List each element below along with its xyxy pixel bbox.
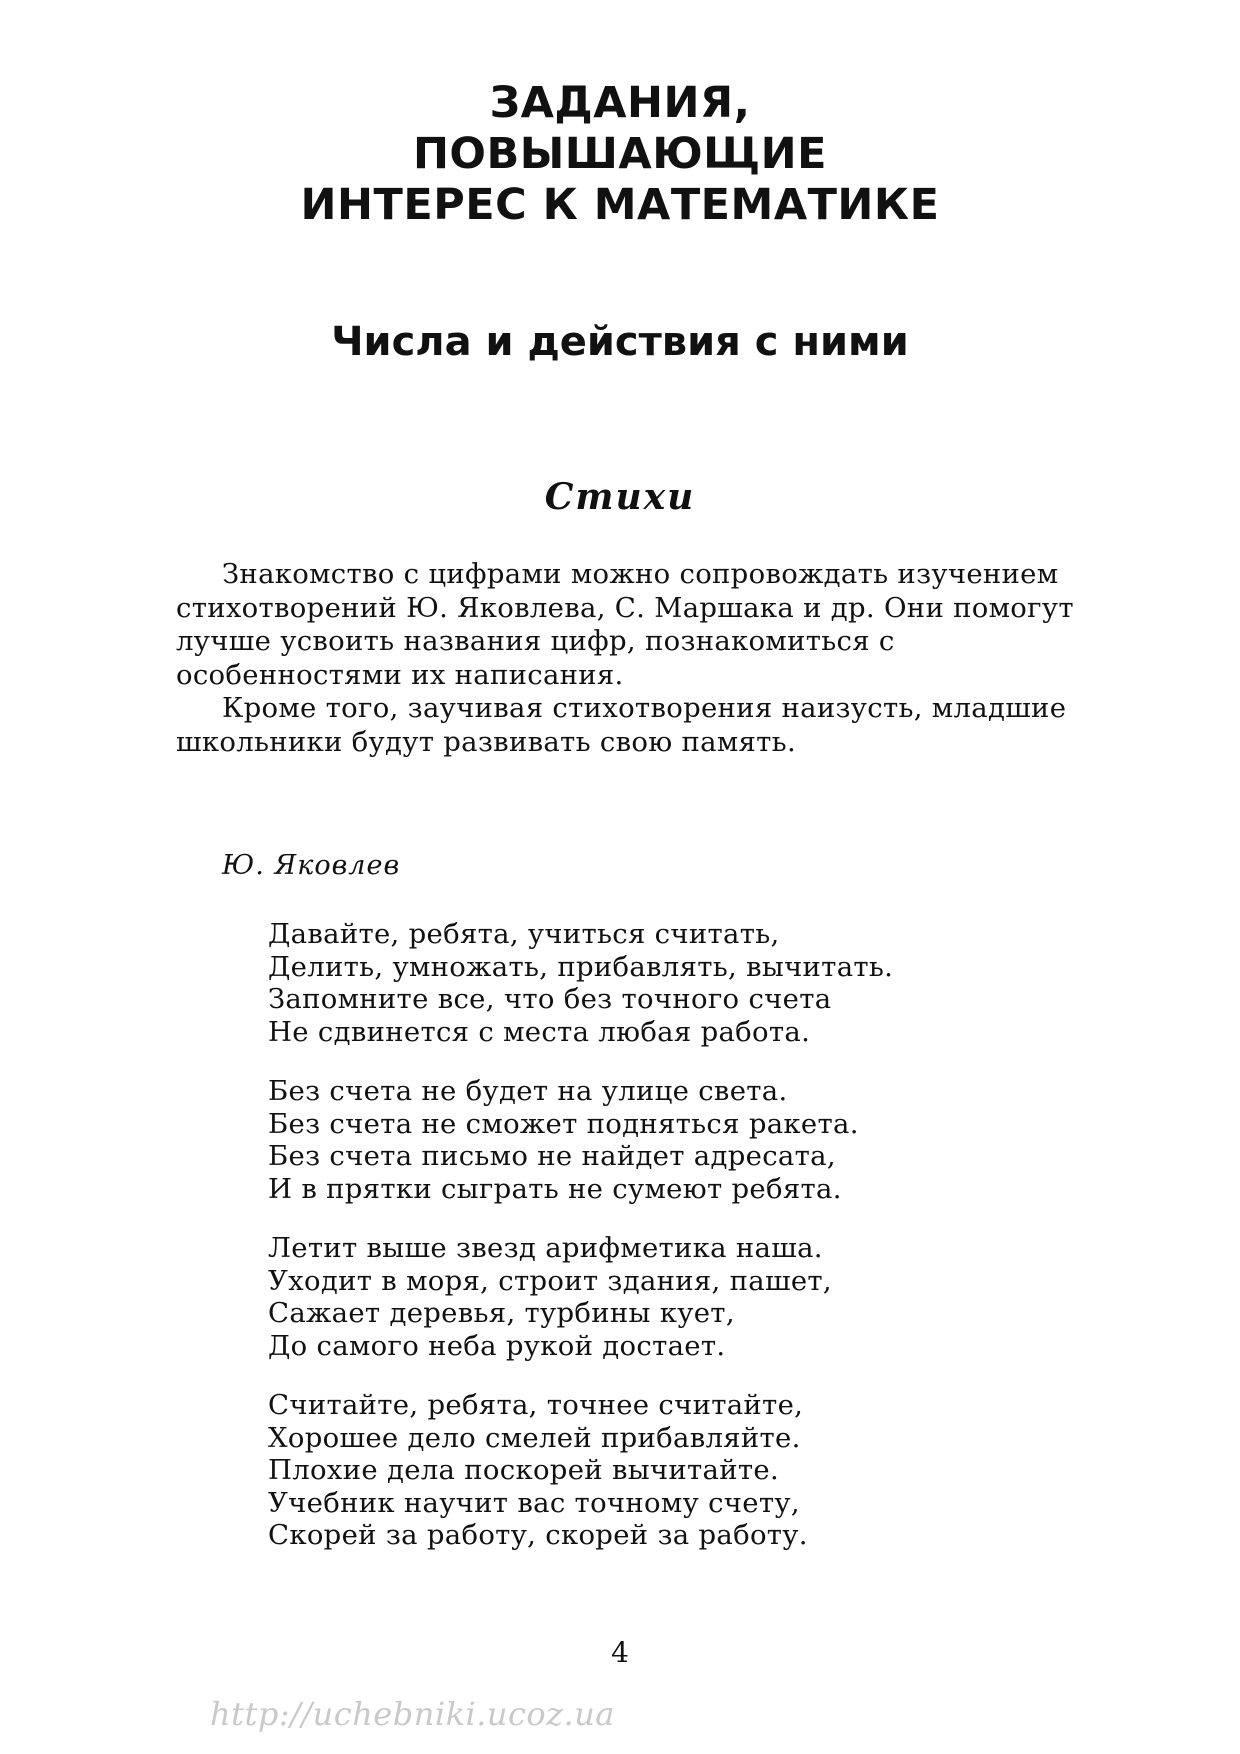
- poem-line: Хорошее дело смелей прибавляйте.: [268, 1421, 801, 1454]
- chapter-title-line-3: ИНТЕРЕС К МАТЕМАТИКЕ: [300, 180, 940, 230]
- poem-line: Без счета не будет на улице света.: [268, 1075, 788, 1107]
- chapter-title-line-2: ПОВЫШАЮЩИЕ: [412, 129, 828, 179]
- poem: [268, 918, 1088, 1579]
- subsection-title: Стихи: [544, 476, 696, 518]
- chapter-title-line-1: ЗАДАНИЯ,: [489, 78, 751, 128]
- poem-line: Без счета не сможет подняться ракета.: [268, 1107, 859, 1140]
- poem-line: Плохие дела поскорей вычитайте.: [268, 1454, 780, 1486]
- poem-line: Запомните все, что без точного счета: [268, 983, 832, 1015]
- poem-line: Сажает деревья, турбины кует,: [268, 1297, 735, 1329]
- poem-stanza-1: [268, 918, 1088, 1048]
- poem-line: Считайте, ребята, точнее считайте,: [268, 1389, 804, 1421]
- poem-stanza-2: [268, 1075, 1088, 1205]
- poem-line: Уходит в моря, строит здания, пашет,: [268, 1264, 832, 1297]
- intro-paragraph-2: Кроме того, заучивая стихотворения наизусть, младшие школьники будут развивать свою память.: [176, 692, 1067, 758]
- poem-line: Не сдвинется с места любая работа.: [268, 1015, 811, 1048]
- poem-author: Ю. Яковлев: [222, 850, 401, 881]
- intro-text: [176, 558, 1106, 759]
- poem-stanza-4: [268, 1389, 1088, 1552]
- poem-line: Без счета письмо не найдет адресата,: [268, 1140, 836, 1172]
- poem-line: Летит выше звезд арифметика наша.: [268, 1232, 823, 1264]
- poem-line: Давайте, ребята, учиться считать,: [268, 918, 780, 950]
- chapter-title: [0, 78, 1240, 231]
- poem-line: Делить, умножать, прибавлять, вычитать.: [268, 950, 894, 983]
- poem-line: До самого неба рукой достает.: [268, 1329, 726, 1362]
- section-title: Числа и действия с ними: [331, 319, 909, 365]
- page-number: 4: [611, 1636, 629, 1669]
- poem-line: И в прятки сыграть не сумеют ребята.: [268, 1172, 842, 1205]
- poem-stanza-3: [268, 1232, 1088, 1362]
- intro-paragraph-1: Знакомство с цифрами можно сопровождать изучением стихотворений Ю. Яковлева, С. Маршака и др. Они помогут лучше усвоить названия цифр, познакомиться с особенностями их написания.: [176, 558, 1074, 691]
- poem-line: Учебник научит вас точному счету,: [268, 1486, 800, 1519]
- poem-line: Скорей за работу, скорей за работу.: [268, 1519, 808, 1551]
- watermark-url: http://uchebniki.ucoz.ua: [210, 1695, 615, 1733]
